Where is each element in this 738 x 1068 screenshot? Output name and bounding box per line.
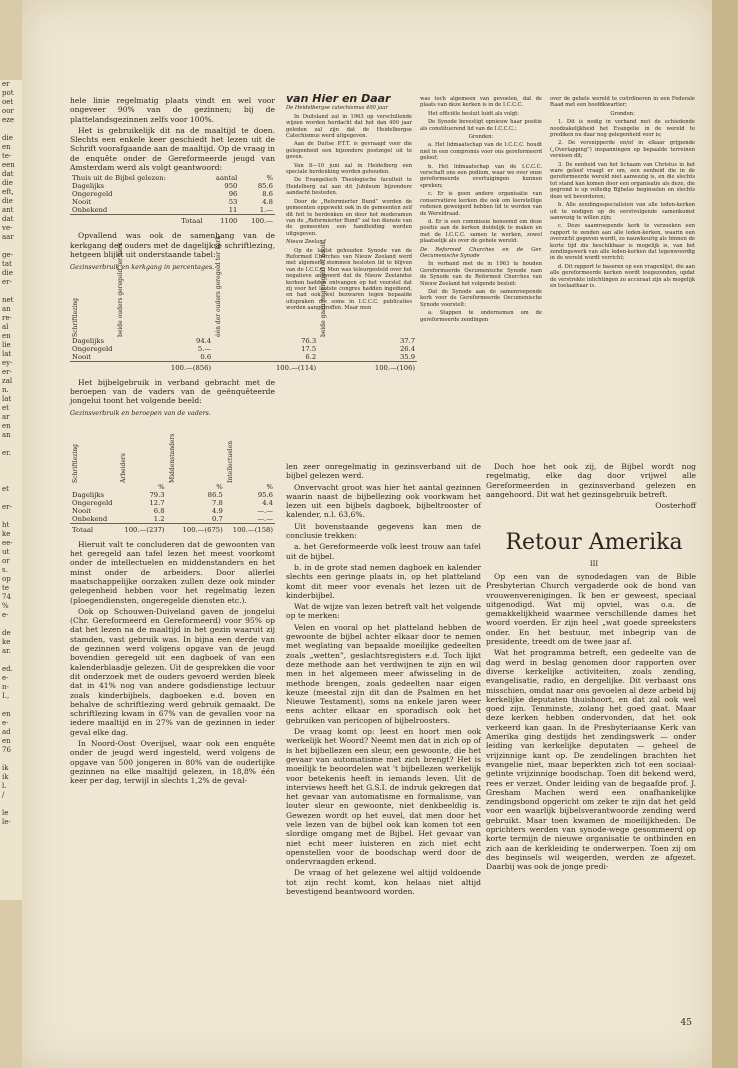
margin-fragment <box>0 656 22 665</box>
margin-fragment <box>0 620 22 629</box>
table-header: aantal <box>215 174 238 183</box>
margin-fragment: / <box>2 791 5 799</box>
margin-fragment: al <box>2 323 9 331</box>
margin-fragment: te- <box>2 152 12 160</box>
page-edge-shadow <box>712 0 738 1068</box>
margin-fragment: op <box>2 575 11 583</box>
section-heading: van Hier en Daar <box>286 92 391 105</box>
margin-fragment: ve- <box>2 224 13 232</box>
paragraph: d. Er is een commissie benoemd om deze positie aan de kerken duidelijk te maken en met de I.C.C.C. samen te werken, zowel plaatselijk als over de gehele wereld. <box>420 218 542 245</box>
margin-fragment: an <box>2 305 11 313</box>
margin-fragment: ar. <box>2 647 11 655</box>
margin-fragment <box>0 287 22 296</box>
table-total-row: Totaal 100.—(237) 100.—(675) 100.—(158) <box>70 523 275 534</box>
paragraph: Het bijbelgebruik in verband gebracht met de beroepen van de vaders van de geënquêteerde jongelui toont het volgende beeld: <box>70 377 275 406</box>
paragraph: Op de laatst gehouden Synode van de Reformed Churches van Nieuw Zeeland werd met algemene stemmen besloten lid te blijven van de I.C.C.C. Men was teleurgesteld over het negatieve antwoord dat de Nieuw Zeelandse kerken hadden ontvangen op het voorstel dat zij voor het laatste congres hadden ingediend, en had ook wel bezwaren tegen bepaalde uitspraken die soms in I.C.C.C. publicaties worden aangetroffen. Maar men <box>286 247 412 312</box>
news-subtitle: De Reformed Churches en de Ger. Oecumenische Synode <box>420 246 542 259</box>
margin-fragment <box>0 800 22 809</box>
paragraph: hele linie regelmatig plaats vindt en wel voor ongeveer 90% van de gezinnen; bij de plattelandsgezinnen zelfs voor 100%. <box>70 96 275 124</box>
paragraph: Van 8—10 juni zal in Heidelberg een speciale herdenking worden gehouden. <box>286 162 412 176</box>
table-row: Ongeregeld 12.7 7.8 4.4 <box>72 498 273 507</box>
page-number: 45 <box>680 1018 692 1028</box>
paragraph: Opvallend was ook de samenhang van de kerkgang der ouders met de dagelijkse schriftlezing, hetgeen blijkt uit onderstaande tabel: <box>70 231 275 259</box>
table-row: Dagelijks 950 85.6 <box>72 182 273 191</box>
paragraph: Wat de wijze van lezen betreft valt het volgende op te merken: <box>286 602 481 621</box>
margin-fragment: ey- <box>2 359 13 367</box>
margin-fragment: die <box>2 134 13 142</box>
article-title: Retour Amerika <box>505 530 683 555</box>
margin-fragment <box>0 458 22 467</box>
paragraph: 1. Dit is nodig in verband met de echiedende noodzakelijkheid het Evangelie in de wereld te prediken nu daar nog gelegenheid voor is; <box>550 119 695 139</box>
column-2-continued <box>286 462 481 1022</box>
paragraph: Dat de Synode aan de samenroepende kerk voor de Gereformeerde Oecumenische Synode voorstelt: <box>420 288 542 308</box>
paragraph: De vraag komt op: leest en hoort men ook werkelijk het Woord? Neemt men dat in zich op of is het bijbellezen een sleur, een gewoonte, die het gevaar van automatisme met zich brengt? Het is moeilijk te beoordelen wat 't bijbellezen werkelijk voor betekenis heeft in iemands leven. Uit de interviews heeft het G.S.I. de indruk gekregen dat het gevaar van automatisme en formalisme, van louter sleur en gewoonte, niet denkbeeldig is. Gewezen wordt op het euvel, dat men door het vele lezen van de bijbel ook kan komen tot een slordige omgang met de Bijbel. Het gevaar van niet echt meer luisteren en zich niet echt openstellen voor de boodschap werd door de ondervraagden erkend. <box>286 727 481 867</box>
paragraph: Het is gebruikelijk dit na de maaltijd te doen. Slechts een enkele keer geschiedt het lezen uit de Schrift voorafgaande aan de maaltijd. Op de vraag in de enquête onder de Gereformeerde jeugd van Amsterdam werd als volgt geantwoord: <box>70 125 275 173</box>
margin-fragment <box>0 476 22 485</box>
margin-fragment: die <box>2 269 13 277</box>
news-subtitle: Nieuw Zeeland <box>286 239 326 246</box>
table-row: Dagelijks 94.4 76.3 37.7 <box>72 336 416 345</box>
margin-fragment: pot <box>2 89 14 97</box>
paragraph: over de gehele wereld te coördineren in een Federale Raad met een hoofdkwartier; <box>550 96 695 109</box>
margin-fragment: ant <box>2 206 14 214</box>
paragraph: 3. De eenheid van het lichaam van Christus in het ware geloof vraagt er om, een eenheid die in de gereformeerde wereld niet aanwezig is, en die slechts tot stand kan komen door een organisatie als deze, die gegrond is op volledig Bijbelse beginselen en slechts deze wil bevorderen; <box>550 161 695 200</box>
paragraph: De Evangelisch Theologische faculteit te Heidelberg zal aan dit Jubileum bijzondere aandacht besteden. <box>286 177 412 197</box>
margin-fragment: tat <box>2 260 12 268</box>
paragraph: len zeer onregelmatig in gezinsverband uit de bijbel gelezen werd. <box>286 462 481 481</box>
paragraph: Onvervacht groot was hier het aantal gezinnen waarin naast de bijbellezing ook voorkwam het lezen uit een bijbels dagboek, bijbeltrooster of kalender, n.l. 63,6%. <box>286 482 481 520</box>
margin-fragment: de <box>2 629 11 637</box>
margin-fragment: er- <box>2 368 12 376</box>
margin-fragment: % <box>2 602 9 610</box>
table-caption: Gezinsverbruik en beroepen van de vaders. <box>70 409 211 418</box>
table-professions: Schriftlezing Arbeiders Middenstanders Intellectuelen % % % Dagelijks 79.3 86.5 95.6 Ongeregeld 12.7 7.8 4.4 Nooit 6.8 4.9 —.— Onbekend 1.2 0.7 —.— Totaal 100.—(237) 100.—(675) 100.—(158) <box>72 433 273 534</box>
paragraph: In Duitsland zal in 1963 op verschillende wijzen worden herdacht dat het dan 400 jaar geleden zal zijn dat de Heidelbergse Catechismus werd uitgegeven. <box>286 113 412 140</box>
margin-fragment: e- <box>2 674 9 682</box>
margin-fragment: ee- <box>2 539 13 547</box>
table-header: Thuis uit de Bijbel gelezen: <box>72 174 166 183</box>
margin-fragment: net <box>2 296 14 304</box>
paragraph: De Synode bevestigt opnieuw haar positie als constituerend lid van de I.C.C.C.; <box>420 119 542 132</box>
margin-fragment <box>0 701 22 710</box>
margin-fragment <box>0 125 22 134</box>
paragraph: In verband met de in 1963 te houden Gereformeerde Oecumenische Synode nam de Synode van de Reformed Churches van Nieuw Zeeland het volgende besluit: <box>420 261 542 287</box>
margin-fragment: eze <box>2 116 14 124</box>
margin-fragment: lie <box>2 341 11 349</box>
margin-fragment <box>0 467 22 476</box>
paragraph: was toch algemeen van gevoelen, dat de plaats van deze kerken is in de I.C.C.C. <box>420 96 542 109</box>
table-row: Onbekend 1.2 0.7 —.— <box>72 514 273 523</box>
table-row: Nooit 53 4.8 <box>72 198 273 207</box>
margin-fragment <box>0 755 22 764</box>
paragraph: De vraag of het gelezene wel altijd voldoende tot zijn recht komt, kon helaas niet altijd bevestigend beantwoord worden. <box>286 868 481 897</box>
table-bible-reading <box>70 174 275 225</box>
column-4-news <box>550 96 695 291</box>
margin-fragment: er. <box>2 449 11 457</box>
margin-fragment: ed. <box>2 665 13 673</box>
paragraph: a. Stappen te ondernemen om de gereformeerde zendingen <box>420 310 542 323</box>
paragraph: Gronden: <box>468 134 494 141</box>
margin-fragment: ik <box>2 764 9 772</box>
margin-fragment: en <box>2 332 11 340</box>
margin-fragment: zal <box>2 377 13 385</box>
table-header: % <box>266 174 273 183</box>
author-signature: Oosterhoff <box>655 501 696 511</box>
margin-fragment: en <box>2 143 11 151</box>
column-3-continued <box>486 462 696 512</box>
margin-fragment: an <box>2 431 11 439</box>
margin-fragment: lat <box>2 395 12 403</box>
table-church-attendance: Schriftlezing beide ouders geregeld ter kerk één der ouders geregeld ter kerk beide gaan ongeregeld of nooit Dagelijks 94.4 76.3 37.7 Ongeregeld 5.— 17.5 26.4 Nooit 0.6 6.2 35.9 100.—(856) 100.—(114) 100.—(106) <box>72 235 416 372</box>
margin-fragment: ht <box>2 521 10 529</box>
column-3-news <box>420 96 542 325</box>
margin-fragment: re- <box>2 314 12 322</box>
margin-fragment: 76 <box>2 746 11 754</box>
paragraph: Gronden: <box>610 110 635 117</box>
paragraph: b. in de grote stad nemen dagboek en kalender slechts een geringe plaats in, op het platteland komt dit meer voor evenals het lezen uit de kinderbijbel. <box>286 562 481 600</box>
article-part-number: III <box>589 560 599 568</box>
paragraph: a. het Gereformeerde volk leest trouw aan tafel uit de bijbel. <box>286 542 481 561</box>
margin-fragment: lat <box>2 350 12 358</box>
margin-fragment: aar <box>2 233 14 241</box>
table-row: Ongeregeld 5.— 17.5 26.4 <box>72 344 416 353</box>
paragraph: Ook op Schouwen-Duiveland gaven de jongelui (Chr. Gereformeerd en Gereformeerd) voor 95% op dat het lezen na de maaltijd in het gezin waaruit zij stamden, vast gebruik was. In bijna een derde van de gezinnen werd volgens opgave van de jeugd bovendien geregeld uit een dagboek of van een kalenderblaadje gelezen. Uit de gesprekken die voor dit onderzoek met de ouders gevoerd werden bleek dat in 41% nog van andere godsdienstige lectuur zoals kinderbijbels, dagboeken e.d. boven en behalve de schriftlezing werd gebruik gemaakt. De schriftlezing kwam in 67% van de gevallen voor na iedere maaltijd en in 27% van de gezinnen in ieder geval elke dag. <box>70 606 275 737</box>
margin-fragment: 74 <box>2 593 11 601</box>
column-2-news <box>286 92 412 314</box>
table-row: Onbekend 11 1.— <box>72 206 273 215</box>
margin-fragment: et <box>2 404 9 412</box>
paragraph: Uit bovenstaande gegevens kan men de conclusie trekken: <box>286 521 481 541</box>
paragraph: Op een van de synodedagen van de Bible Presbyterian Church vergaderde ook de bond van vrouwenverenigingen. Ik ben er geweest, speciaal uitgenodigd. Wat mij opviel, was o.a. de gemakkelijkheid waarmee verschillende dames het woord voerden. Er zijn heel „wat goede spreeksters onder. En het bestuur, met inbegrip van de presidente, treedt om de twee jaar af. <box>486 572 696 647</box>
margin-fragment: l. <box>2 782 7 790</box>
table-row: Nooit 6.8 4.9 —.— <box>72 506 273 515</box>
paragraph: b. Het lidmaatschap van de I.C.C.C. verschaft ons een podium, waar we over onze gereformeerde overtuigingen kunnen spreken; <box>420 163 542 189</box>
margin-fragment <box>0 494 22 503</box>
margin-fragment: oet <box>2 98 14 106</box>
margin-fragment: en <box>2 422 11 430</box>
margin-fragment: en <box>2 710 11 718</box>
margin-fragment: ar <box>2 413 10 421</box>
paragraph: 2. De versnipperde en/of in elkaar grijpende („Overlapping”) inspanningen op bepaalde terreinen vereisen dit; <box>550 140 695 160</box>
margin-fragment: er- <box>2 503 12 511</box>
paragraph: Door de „Reformierter Bund” worden de gemeenten opgewekt ook in de gemeenten zelf dit feit te herdenken en door het moderamen van de „Reformierter Bund” zal ten dienste van de gemeenten een handleiding worden uitgegeven. <box>286 198 412 237</box>
paragraph: Hieruit valt te concluderen dat de gewoonten van het geregeld aan tafel lezen het meest voorkomt onder de intellectuelen en middenstanders en het minst onder de arbeiders. Door allerlei maatschappelijke oorzaken zullen deze ook minder gelegenheid hebben voor het regelmatig lezen (ploegendiensten, ongeregelde diensten etc.). <box>70 539 275 605</box>
margin-fragment: en <box>2 737 11 745</box>
margin-fragment <box>0 242 22 251</box>
paragraph: c. Deze saamroepende kerk te verzoeken een rapport te zenden aan alle leden-kerken, waarin een overzicht gegeven wordt, zo nauwkeurig als binnen de korte tijd die beschikbaar is mogelijk is, van het zendingswerk van alle leden-kerken dat tegenwoordig in de wereld wordt verricht; <box>550 223 695 262</box>
paragraph: a. Het lidmaatschap van de I.C.C.C. houdt niet in een compromis voor ons gereformeerd geloof; <box>420 142 542 162</box>
paragraph: b. Alle zendingsspecialisten van alle leden-kerken uit te nodigen op de eerstvolgende samenkomst aanwezig te willen zijn; <box>550 202 695 221</box>
margin-fragment <box>0 440 22 449</box>
paragraph: Doch hoe het ook zij, de Bijbel wordt nog regelmatig, elke dag door vrijwel alle Gereformeerden in gezinsverband gelezen en aangehoord. Dit wat het gezinsgebruik betreft. <box>486 462 696 499</box>
margin-fragment <box>0 512 22 521</box>
margin-fragment: te <box>2 584 9 592</box>
margin-fragment: een <box>2 161 15 169</box>
margin-fragment: die <box>2 197 13 205</box>
table-row: Nooit 0.6 6.2 35.9 <box>72 352 416 361</box>
margin-fragment: e- <box>2 611 9 619</box>
margin-fragment: eft, <box>2 188 14 196</box>
paragraph: Aan de Duitse P.T.T. is gevraagd voor die gelegenheid een bijzondere postzegel uit te geven. <box>286 141 412 161</box>
table-row: Dagelijks 79.3 86.5 95.6 <box>72 490 273 499</box>
margin-fragment: ad <box>2 728 11 736</box>
margin-fragment: die <box>2 179 13 187</box>
margin-fragment: ke <box>2 530 11 538</box>
paragraph: d. Dit rapport te baseren op een vragenlijst, die aan alle gereformeerde kerken wordt toegezonden, opdat de verstrekte inlichtingen zo accuraat zijn als mogelijk en toelaatbaar is. <box>550 263 695 289</box>
margin-fragment: dat <box>2 215 14 223</box>
margin-fragment: ke <box>2 638 11 646</box>
margin-fragment: ik <box>2 773 9 781</box>
paragraph: Velen en vooral op het platteland hebben de gewoonte de bijbel achter elkaar door te nemen met weglating van bepaalde moeilijke gedeelten zoals „wetten”, geslachtsregisters e.d. Toch lijkt deze methode aan het verdwijnen te zijn en wil men in het algemeen meer afwisseling in de methode brengen, zoals gedeelten naar eigen keuze (meestal zijn dit dan de Psalmen en het Nieuwe Testament), soms na enkele jaren weer eens achter elkaar en sporadisch ook het gebruiken van pericopen of bijbelroosters. <box>286 622 481 725</box>
margin-fragment: et <box>2 485 9 493</box>
margin-fragment: ut <box>2 548 10 556</box>
margin-fragment: oor <box>2 107 14 115</box>
margin-fragment: ge- <box>2 251 13 259</box>
table-total-row: Totaal 1100 100.— <box>70 215 275 226</box>
margin-fragment: le <box>2 809 9 817</box>
table-row: Ongeregeld 96 8.6 <box>72 190 273 199</box>
left-page-margin-fragments <box>0 80 22 900</box>
paragraph: c. Er is geen andere organisatie van conservatieve kerken die ook om leerstellige redenen geweigerd hebben lid te worden van de Wereldraad. <box>420 191 542 217</box>
margin-fragment: er <box>2 80 10 88</box>
margin-fragment: n. <box>2 386 9 394</box>
margin-fragment: I., <box>2 692 10 700</box>
margin-fragment: n- <box>2 683 9 691</box>
paragraph: In Noord-Oost Overijsel, waar ook een enquête onder de jeugd werd ingesteld, werd volgens de opgave van 500 jongeren in 80% van de ouderlijke gezinnen na elke maaltijd gelezen, in 18,8% één keer per dag, terwijl in slechts 1,2% de geval- <box>70 738 275 786</box>
column-retour-amerika <box>486 572 696 1012</box>
margin-fragment: s. <box>2 566 8 574</box>
news-subtitle: De Heidelbergse catechismus 400 jaar <box>286 105 388 112</box>
margin-fragment: or <box>2 557 10 565</box>
table-total-row: 100.—(856) 100.—(114) 100.—(106) <box>70 361 417 372</box>
margin-fragment: dat <box>2 170 14 178</box>
paragraph: Het officiële besluit luidt als volgt: <box>428 110 519 117</box>
margin-fragment: e- <box>2 719 9 727</box>
margin-fragment: er- <box>2 278 12 286</box>
paragraph: Wat het programma betreft, een gedeelte van de dag werd in beslag genomen door rapporten over diverse kerkelijke activiteiten, zoals zending, evangelisatie, radio, en dergelijke. Dit verbaast ons misschien, omdat naar ons gevoelen al deze arbeid bij kerkelijke deputaten thuishoort, en dat zal ook wel goed zijn. Tenminste, zolang het goed gaat. Maar deze kerken hebben ondervonden, dat het ook verkeerd kan gaan. In de Presbyteriaanse Kerk van Amerika ging destijds het zendingswerk — onder leiding van kerkelijke deputaten — geheel de vrijzinnige kant op. De zendelingen brachten het evangelie niet, maar beperkten zich tot een sociaal-getinte vrijzinnige boodschap. Toen dit bekend werd, rees er verzet. Onder leiding van de begaafde prof. J. Gresham Machen werd een onafhankelijke zendingsbond opgericht om zeker te zijn dat het geld voor een waarlijk bijbelsverantwoorde zending werd gebruikt. Maar toen kwamen de moeilijkheden. De oprichters werden van synode-wege gesommeerd op korte termijn de nieuwe organisatie te ontbinden en zich aan de kerkleiding te onderwerpen. Toen zij om des beginsels wil weigerden, werden ze afgezet. Daarbij was ook de jonge predi- <box>486 648 696 872</box>
table-caption: Gezinsverbruik en kerkgang in percentages. <box>70 263 215 272</box>
margin-fragment: le- <box>2 818 11 826</box>
